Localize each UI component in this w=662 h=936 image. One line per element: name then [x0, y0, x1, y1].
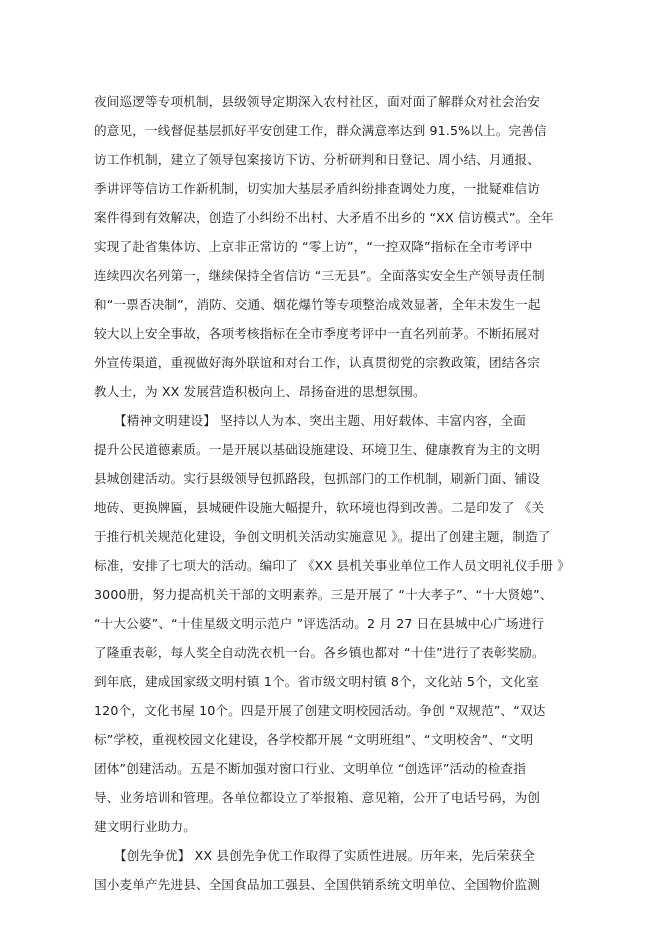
text-line: 导、业务培训和管理。各单位都设立了举报箱、意见箱，公开了电话号码，为创: [94, 790, 541, 805]
text-line: “十大公婆”、“十佳星级文明示范户 ”评选活动。2 月 27 日在县城中心广场进行: [94, 616, 545, 631]
text-line: 县城创建活动。实行县级领导包抓路段，包抓部门的工作机制，刷新门面、铺设: [94, 471, 541, 486]
text-line: 连续四次名列第一，继续保持全省信访 “三无县”。全面落实安全生产领导责任制: [94, 268, 545, 283]
text-line: 教人士，为 XX 发展营造积极向上、昂扬奋进的思想氛围。: [94, 384, 426, 399]
text-line: 国小麦单产先进县、全国食品加工强县、全国供销系统文明单位、全国物价监测: [94, 877, 541, 892]
section-heading-create-excellence: 【创先争优】 XX 县创先争优工作取得了实质性进展。历年来，先后荣获全: [114, 848, 535, 863]
text-line: 夜间巡逻等专项机制，县级领导定期深入农村社区，面对面了解群众对社会治安: [94, 94, 541, 109]
text-line: 120个，文化书屋 10个。四是开展了创建文明校园活动。争创 “双规范”、“双达: [94, 703, 546, 718]
text-line: 3000册，努力提高机关干部的文明素养。三是开展了 “十大孝子”、“十大贤媳”、: [94, 587, 553, 602]
text-line: 较大以上安全事故，各项考核指标在全市季度考评中一直名列前茅。不断拓展对: [94, 326, 541, 341]
text-line: 到年底，建成国家级文明村镇 1个。省市级文明村镇 8个，文化站 5个，文化室: [94, 674, 539, 689]
text-line: 的意见，一线督促基层抓好平安创建工作，群众满意率达到 91.5%以上。完善信: [94, 123, 547, 138]
text-line: 和“一票否决制”，消防、交通、烟花爆竹等专项整治成效显著，全年未发生一起: [94, 297, 541, 312]
text-line: 外宣传渠道，重视做好海外联谊和对台工作，认真贯彻党的宗教政策，团结各宗: [94, 355, 541, 370]
text-line: 提升公民道德素质。一是开展以基础设施建设、环境卫生、健康教育为主的文明: [94, 442, 541, 457]
text-line: 了隆重表彰，每人奖全自动洗衣机一台。各乡镇也都对 “十佳”进行了表彰奖励。: [94, 645, 545, 660]
text-line: 建文明行业助力。: [94, 819, 196, 834]
text-line: 团体”创建活动。五是不断加强对窗口行业、文明单位 “创选评”活动的检查指: [94, 761, 526, 776]
text-line: 标准，安排了七项大的活动。编印了 《XX 县机关事业单位工作人员文明礼仪手册 》: [94, 558, 571, 573]
text-line: 地砖、更换牌匾，县城硬件设施大幅提升，软环境也得到改善。二是印发了 《关: [94, 500, 545, 515]
text-line: 季讲评等信访工作新机制，切实加大基层矛盾纠纷排查调处力度，一批疑难信访: [94, 181, 541, 196]
text-line: 标”学校，重视校园文化建设，各学校都开展 “文明班组”、“文明校舍”、“文明: [94, 732, 534, 747]
text-line: 案件得到有效解决，创造了小纠纷不出村、大矛盾不出乡的 “XX 信访模式”。全年: [94, 210, 554, 225]
text-line: 于推行机关规范化建设，争创文明机关活动实施意见 》。提出了创建主题，制造了: [94, 529, 551, 544]
text-line: 访工作机制，建立了领导包案接访下访、分析研判和日登记、周小结、月通报、: [94, 152, 541, 167]
text-line: 实现了赴省集体访、上京非正常访的 “零上访”，“一控双降”指标在全市考评中: [94, 239, 533, 254]
section-heading-spiritual-civilization: 【精神文明建设】 坚持以人为本、突出主题、用好载体、丰富内容，全面: [114, 413, 526, 428]
